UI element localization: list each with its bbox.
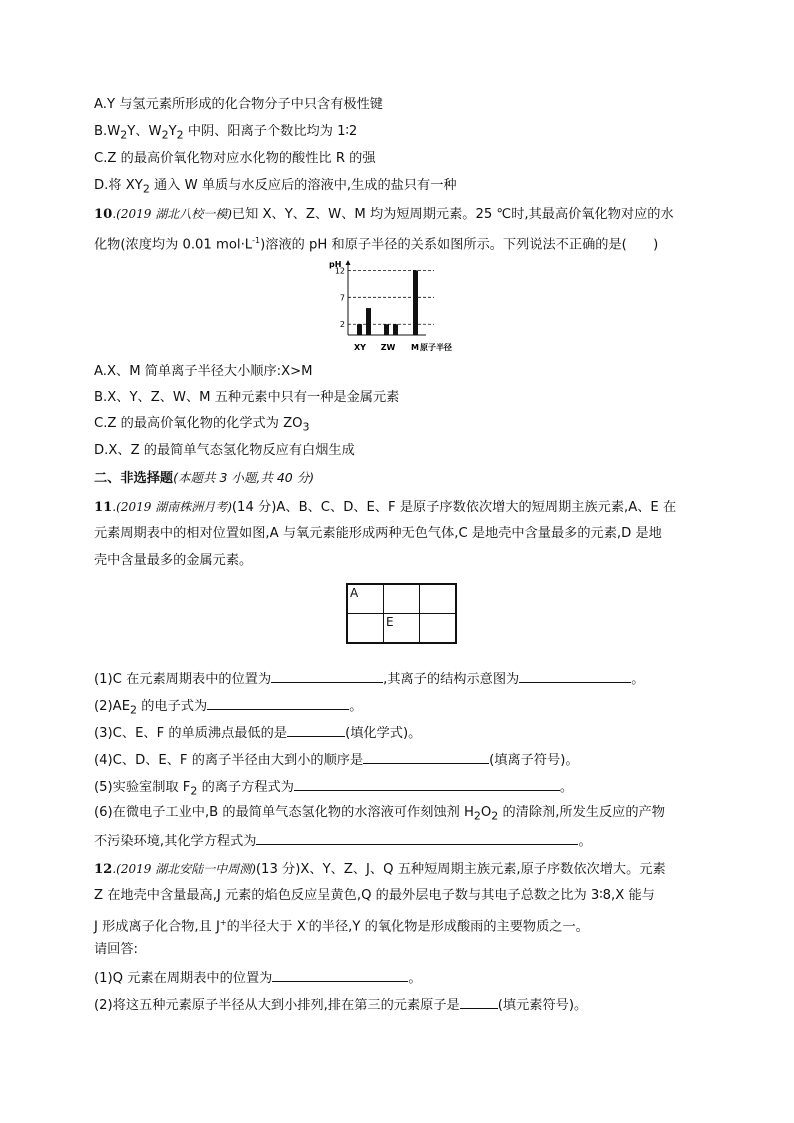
table-cell	[420, 584, 457, 614]
answer-blank[interactable]	[294, 776, 560, 791]
question-12-line1: 12.(2019 湖北安陆一中周测)(13 分)X、Y、Z、J、Q 五种短周期主族元素,原子序数依次增大。元素	[94, 862, 666, 877]
x-tick-label: M	[411, 343, 419, 352]
option-C-prev: C.Z 的最高价氧化物对应水化物的酸性比 R 的强	[94, 151, 376, 166]
table-cell	[384, 584, 420, 614]
question-11-line2: 元素周期表中的相对位置如图,A 与氧元素能形成两种无色气体,C 是地壳中含量最多的元素,D 是地	[94, 526, 662, 541]
x-axis-label: 原子半径	[420, 343, 452, 352]
question-11-line1: 11.(2019 湖南株洲月考)(14 分)A、B、C、D、E、F 是原子序数依次增大的短周期主族元素,A、E 在	[94, 500, 677, 515]
q10-option-D: D.X、Z 的最简单气态氢化物反应有白烟生成	[94, 443, 355, 458]
y-tick-label: 7	[339, 293, 345, 303]
answer-blank[interactable]	[287, 722, 345, 737]
bar-z	[384, 324, 389, 335]
answer-blank[interactable]	[272, 967, 408, 982]
answer-blank[interactable]	[207, 695, 349, 710]
q10-option-A: A.X、M 简单离子半径大小顺序:X>M	[94, 364, 313, 379]
section-2-heading: 二、非选择题(本题共 3 小题,共 40 分)	[94, 470, 315, 486]
question-12-line3: J 形成离子化合物,且 J+的半径大于 X-的半径,Y 的氧化物是形成酸雨的主要物质之一。	[94, 918, 589, 935]
q10-option-C: C.Z 的最高价氧化物的化学式为 $ZO_3$	[94, 416, 310, 434]
q11-part-6-line1: (6)在微电子工业中,B 的最简单气态氢化物的水溶液可作刻蚀剂 $H_2O_2$ 的清除剂,所发生反应的产物	[94, 805, 665, 823]
question-10-line1: 10.(2019 湖北八校一模)已知 X、Y、Z、W、M 均为短周期元素。25 ℃时,其最高价氧化物对应的水	[94, 207, 674, 222]
question-12-line2: Z 在地壳中含量最高,J 元素的焰色反应呈黄色,Q 的最外层电子数与其电子总数之比为 3∶8,X 能与	[94, 888, 655, 903]
y-tick-label: 12	[334, 266, 345, 276]
y-tick-label: 2	[339, 320, 345, 330]
answer-blank[interactable]	[271, 668, 383, 683]
q11-part-3: (3)C、E、F 的单质沸点最低的是 (填化学式)。	[94, 722, 421, 744]
bar-m	[413, 270, 418, 335]
answer-blank[interactable]	[460, 994, 498, 1009]
answer-blank[interactable]	[519, 668, 631, 683]
q11-part-1: (1)C 在元素周期表中的位置为 ,其离子的结构示意图为 。	[94, 668, 644, 690]
ph-radius-chart	[326, 257, 476, 355]
question-10-line2: 化物(浓度均为 0.01 $mol\cdot L^{-1}$)溶液的 pH 和原子半径的关系如图所示。下列说法不正确的是( )	[94, 236, 659, 253]
table-cell: A	[347, 584, 384, 614]
bar-x	[357, 324, 362, 335]
table-cell	[347, 614, 384, 644]
question-12-prompt: 请回答:	[94, 942, 139, 957]
bar-w	[393, 324, 398, 335]
answer-blank[interactable]	[363, 749, 489, 764]
q11-part-4: (4)C、D、E、F 的离子半径由大到小的顺序是 (填离子符号)。	[94, 749, 579, 771]
question-11-line3: 壳中含量最多的金属元素。	[94, 553, 253, 568]
option-D-prev: D.将 $XY_2$ 通入 W 单质与水反应后的溶液中,生成的盐只有一种	[94, 178, 457, 196]
x-tick-label: ZW	[380, 343, 396, 352]
answer-blank[interactable]	[256, 830, 578, 845]
y-axis-label: pH	[329, 260, 342, 269]
q11-part-5: (5)实验室制取 $F_2$ 的离子方程式为 。	[94, 776, 573, 802]
option-B-prev: $B.W_2Y$、$W_2Y_2$ 中阴、阳离子个数比均为 1∶2	[94, 124, 358, 142]
table-cell	[420, 614, 457, 644]
y-axis-arrow	[346, 260, 351, 265]
option-A-prev: A.Y 与氢元素所形成的化合物分子中只含有极性键	[94, 97, 383, 112]
q10-option-B: B.X、Y、Z、W、M 五种元素中只有一种是金属元素	[94, 390, 400, 405]
periodic-table-fragment	[346, 583, 457, 644]
table-cell: E	[384, 614, 420, 644]
q11-part-6-line2: 不污染环境,其化学方程式为 。	[94, 830, 592, 852]
q12-part-2: (2)将这五种元素原子半径从大到小排列,排在第三的元素原子是 (填元素符号)。	[94, 994, 587, 1016]
q11-part-2: $(2)AE_2$ 的电子式为 。	[94, 695, 362, 721]
q12-part-1: (1)Q 元素在周期表中的位置为 。	[94, 967, 422, 989]
x-tick-label: XY	[354, 343, 366, 352]
bar-y	[366, 308, 371, 335]
